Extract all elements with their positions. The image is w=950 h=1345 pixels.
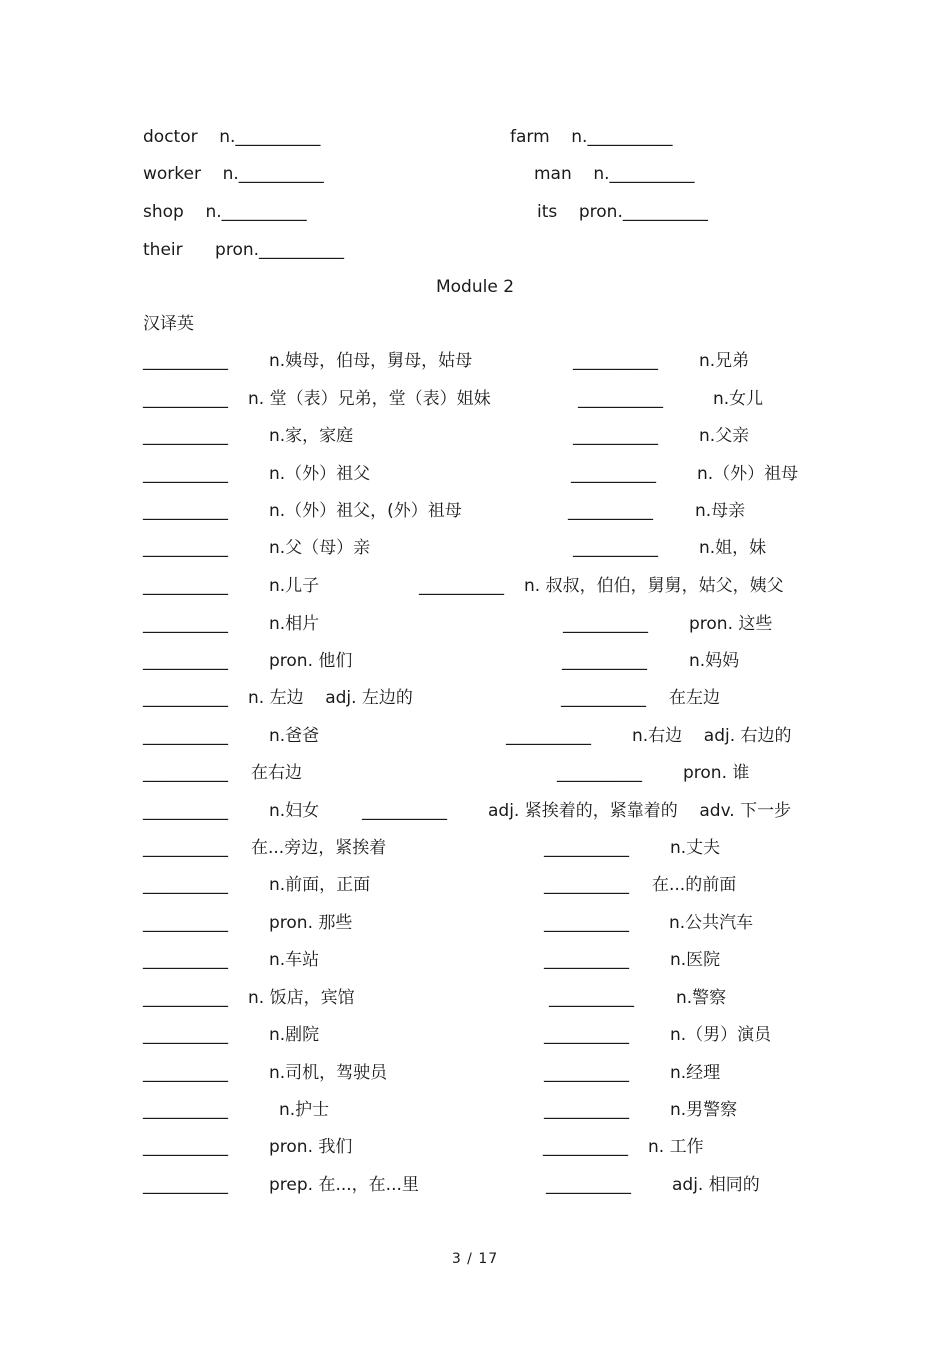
- row-text-left: n.（外）祖父，(外）祖母: [269, 501, 462, 521]
- row-text-right: n.公共汽车: [669, 913, 754, 933]
- row-blank-right: __________: [571, 464, 656, 484]
- row-blank-right: __________: [573, 426, 658, 446]
- row-blank-left: __________: [143, 1175, 228, 1195]
- row-blank-left: __________: [143, 538, 228, 558]
- row-text-right: n.（男）演员: [670, 1025, 772, 1045]
- row-text-left: n.儿子: [269, 576, 320, 596]
- row-blank-left: __________: [143, 389, 228, 409]
- row-blank-left: __________: [143, 464, 228, 484]
- row-text-right: n.兄弟: [699, 351, 750, 371]
- vocab-farm: farm n.__________: [510, 127, 673, 147]
- row-text-right: n. 叔叔，伯伯，舅舅，姑父，姨父: [524, 576, 784, 596]
- row-blank-right: __________: [544, 950, 629, 970]
- row-blank-left: __________: [143, 1025, 228, 1045]
- row-blank-left: __________: [143, 801, 228, 821]
- vocab-doctor: doctor n.__________: [143, 127, 321, 147]
- section-subtitle: 汉译英: [143, 314, 194, 334]
- row-text-left: n. 堂（表）兄弟，堂（表）姐妹: [248, 389, 491, 409]
- row-blank-right: __________: [549, 988, 634, 1008]
- row-text-right: n.右边 adj. 右边的: [632, 726, 792, 746]
- row-text-left: n.相片: [269, 614, 320, 634]
- row-text-right: pron. 谁: [683, 763, 750, 783]
- row-text-left: n.父（母）亲: [269, 538, 371, 558]
- row-blank-left: __________: [143, 351, 228, 371]
- row-text-left: n.妇女: [269, 801, 320, 821]
- row-blank-left: __________: [143, 763, 228, 783]
- row-blank-right: __________: [544, 913, 629, 933]
- row-text-left: n.剧院: [269, 1025, 320, 1045]
- row-text-left: pron. 我们: [269, 1137, 353, 1157]
- row-blank-left: __________: [143, 913, 228, 933]
- row-blank-right: __________: [362, 801, 447, 821]
- row-text-left: 在...旁边，紧挨着: [251, 838, 387, 858]
- row-text-right: 在左边: [669, 688, 720, 708]
- row-text-right: n.医院: [670, 950, 721, 970]
- row-text-right: n.经理: [670, 1063, 721, 1083]
- row-blank-right: __________: [557, 763, 642, 783]
- row-blank-right: __________: [544, 1100, 629, 1120]
- row-text-right: n.母亲: [695, 501, 746, 521]
- row-blank-right: __________: [573, 351, 658, 371]
- row-blank-left: __________: [143, 988, 228, 1008]
- row-text-left: n.前面，正面: [269, 875, 371, 895]
- vocab-their: their pron.__________: [143, 240, 345, 260]
- row-text-right: adj. 紧挨着的，紧靠着的 adv. 下一步: [488, 801, 792, 821]
- row-text-left: n.车站: [269, 950, 320, 970]
- vocab-worker: worker n.__________: [143, 164, 324, 184]
- row-text-left: 在右边: [251, 763, 302, 783]
- row-blank-right: __________: [419, 576, 504, 596]
- row-blank-right: __________: [544, 875, 629, 895]
- row-blank-right: __________: [562, 651, 647, 671]
- row-blank-left: __________: [143, 726, 228, 746]
- row-text-right: adj. 相同的: [672, 1175, 760, 1195]
- vocab-shop: shop n.__________: [143, 202, 307, 222]
- row-blank-left: __________: [143, 1063, 228, 1083]
- row-text-right: n.警察: [676, 988, 727, 1008]
- row-text-left: n.家，家庭: [269, 426, 354, 446]
- row-text-right: pron. 这些: [689, 614, 773, 634]
- row-blank-right: __________: [563, 614, 648, 634]
- module-title: Module 2: [435, 277, 515, 297]
- row-text-left: pron. 那些: [269, 913, 353, 933]
- row-blank-left: __________: [143, 614, 228, 634]
- row-text-left: n.（外）祖父: [269, 464, 371, 484]
- row-text-left: n.爸爸: [269, 726, 320, 746]
- row-blank-left: __________: [143, 688, 228, 708]
- row-blank-left: __________: [143, 950, 228, 970]
- row-text-left: n.司机，驾驶员: [269, 1063, 388, 1083]
- row-blank-right: __________: [561, 688, 646, 708]
- row-text-right: n.（外）祖母: [697, 464, 799, 484]
- row-blank-left: __________: [143, 426, 228, 446]
- row-text-right: n.妈妈: [689, 651, 740, 671]
- row-text-right: n.男警察: [670, 1100, 738, 1120]
- row-blank-right: __________: [543, 1137, 628, 1157]
- row-text-right: n.女儿: [713, 389, 764, 409]
- row-blank-left: __________: [143, 501, 228, 521]
- page-number: 3 / 17: [451, 1251, 499, 1267]
- row-blank-right: __________: [546, 1175, 631, 1195]
- row-text-right: n.姐，妹: [699, 538, 767, 558]
- row-text-left: prep. 在...，在...里: [269, 1175, 419, 1195]
- row-text-right: n.丈夫: [670, 838, 721, 858]
- row-text-left: n. 左边 adj. 左边的: [248, 688, 413, 708]
- row-blank-left: __________: [143, 838, 228, 858]
- row-blank-right: __________: [544, 838, 629, 858]
- row-blank-right: __________: [568, 501, 653, 521]
- row-blank-left: __________: [143, 576, 228, 596]
- vocab-man: man n.__________: [534, 164, 695, 184]
- row-blank-right: __________: [544, 1063, 629, 1083]
- row-text-left: pron. 他们: [269, 651, 353, 671]
- row-text-left: n.姨母，伯母，舅母，姑母: [269, 351, 473, 371]
- row-text-left: n. 饭店，宾馆: [248, 988, 355, 1008]
- vocab-its: its pron.__________: [537, 202, 708, 222]
- row-blank-right: __________: [578, 389, 663, 409]
- row-blank-left: __________: [143, 875, 228, 895]
- row-blank-left: __________: [143, 651, 228, 671]
- row-text-right: n. 工作: [648, 1137, 704, 1157]
- row-text-right: 在...的前面: [652, 875, 737, 895]
- row-blank-left: __________: [143, 1100, 228, 1120]
- row-text-left: n.护士: [279, 1100, 330, 1120]
- row-blank-left: __________: [143, 1137, 228, 1157]
- row-text-right: n.父亲: [699, 426, 750, 446]
- row-blank-right: __________: [544, 1025, 629, 1045]
- row-blank-right: __________: [506, 726, 591, 746]
- row-blank-right: __________: [573, 538, 658, 558]
